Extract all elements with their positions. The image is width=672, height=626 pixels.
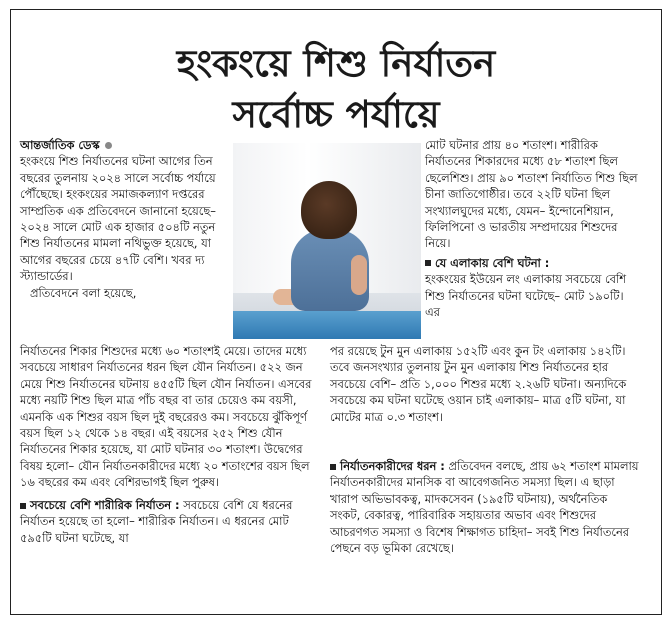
article-photo xyxy=(233,143,421,339)
dateline-dot-icon xyxy=(105,142,112,149)
headline-line-1: হংকংয়ে শিশু নির্যাতন xyxy=(176,41,496,85)
right-paragraph-1: মোট ঘটনার প্রায় ৪০ শতাংশ। শারীরিক নির্যাতনের শিকারদের মধ্যে ৫৮ শতাংশ ছিল ছেলেশিশু। প্রায় ৯০ শতাংশ নির্যাতিত শিশু ছিল চীনা জাতিগোষ্ঠীর। তবে ২২টি ঘটনা ছিল সংখ্যালঘুদের মধ্যে, যেমন– ইন্দোনেশিয়ান, ফিলিপিনো ও ভারতীয় সম্প্রদায়ের শিশুদের নিয়ে। xyxy=(425,138,638,251)
subheading-physical: সবচেয়ে বেশি শারীরিক নির্যাতন : xyxy=(30,498,180,512)
headline-line-2: সর্বোচ্চ পর্যায়ে xyxy=(232,92,440,136)
subheading-abusers: নির্যাতনকারীদের ধরন : xyxy=(340,459,445,473)
left-paragraph-1: হংকংয়ে শিশু নির্যাতনের ঘটনা আগের তিন বছরের তুলনায় ২০২৪ সালে সর্বোচ্চ পর্যায়ে পৌঁছেছে। হংকংয়ের সমাজকল্যাণ দপ্তরের সাম্প্রতিক এক প্রতিবেদনে জানানো হয়েছে– ২০২৪ সালে মোট এক হাজার ৫০৪টি নতুন শিশু নির্যাতনের মামলা নথিভুক্ত হয়েছে, যা আগের বছরের চেয়ে ৪৭টি বেশি। খবর দ্য স্ট্যান্ডার্ডের। xyxy=(20,154,216,284)
bottom-right-text: প্রতিবেদন বলছে, প্রায় ৬২ শতাংশ মামলায় নির্যাতনকারীদের মানসিক বা আবেগজনিত সমস্যা ছিল। এ ছাড়া খারাপ অভিভাবকত্ব, মাদকসেবন (১৯৫টি ঘটনায়), অর্থনৈতিক সংকট, বেকারত্ব, পারিবারিক সহায়তার অভাব এবং শিশুদের আচরণগত সমস্যা ও বিশেষ শিক্ষাগত চাহিদা– সবই শিশু নির্যাতনের পেছনে বড় ভূমিকা রেখেছে। xyxy=(330,459,639,556)
photo-child-arm xyxy=(351,255,367,295)
right-column xyxy=(425,137,640,320)
bottom-left-block xyxy=(20,497,310,546)
photo-child-head xyxy=(301,181,357,239)
dateline: আন্তর্জাতিক ডেস্ক xyxy=(20,138,100,152)
subheading-area: যে এলাকায় বেশি ঘটনা : xyxy=(425,255,640,271)
right-paragraph-2: হংকংয়ের ইউয়েন লং এলাকায় সবচেয়ে বেশি শিশু নির্যাতনের ঘটনা ঘটেছে– মোট ১৯০টি। এর xyxy=(425,272,626,320)
bullet-icon xyxy=(20,503,26,509)
bullet-icon xyxy=(425,260,431,266)
photo-bedsheet xyxy=(233,311,421,339)
bullet-icon xyxy=(330,464,336,470)
bottom-left-text: সবচেয়ে বেশি যে ধরনের নির্যাতন হয়েছে তা হলো– শারীরিক নির্যাতন। এ ধরনের মোট ৫৯৫টি ঘটনা ঘটেছে, যা xyxy=(20,498,293,545)
left-column xyxy=(20,137,228,301)
bottom-right-block xyxy=(330,458,640,556)
middle-block: পর রয়েছে টুন মুন এলাকায় ১৫২টি এবং কুন টং এলাকায় ১৪২টি। তবে জনসংখ্যার তুলনায় টুন মুন এলাকায় শিশু নির্যাতনের হার সবচেয়ে বেশি– প্রতি ১,০০০ শিশুর মধ্যে ২.২৬টি ঘটনা। অন্যদিকে সবচেয়ে কম ঘটনা ঘটেছে ওয়ান চাই এলাকায়– মাত্র ৫টি ঘটনা, যা মোটের মাত্র ০.৩ শতাংশ। xyxy=(330,344,627,424)
wide-block: নির্যাতনের শিকার শিশুদের মধ্যে ৬০ শতাংশই মেয়ে। তাদের মধ্যে সবচেয়ে সাধারণ নির্যাতনের ধরন ছিল যৌন নির্যাতন। ৫২২ জন মেয়ে শিশু নির্যাতনের ঘটনায় ৪৫৫টি ছিল যৌন নির্যাতন। এসবের মধ্যে নয়টি শিশু ছিল মাত্র পাঁচ বছর বা তার চেয়েও কম বয়সী, এমনকি এক শিশুর বয়স ছিল দুই বছরেরও কম। সবচেয়ে ঝুঁকিপূর্ণ বয়স ছিল ১২ থেকে ১৪ বছর। এই বয়সের ২৫২ শিশু যৌন নির্যাতনের শিকার হয়েছে, যা মোট ঘটনার ৩০ শতাংশ। উদ্বেগের বিষয় হলো– যৌন নির্যাতনকারীদের মধ্যে ২০ শতাংশের বয়স ছিল ১৬ বছরের কম এবং বেশিরভাগই ছিল পুরুষ। xyxy=(20,344,312,490)
left-paragraph-2-start: প্রতিবেদনে বলা হয়েছে, xyxy=(30,285,137,300)
